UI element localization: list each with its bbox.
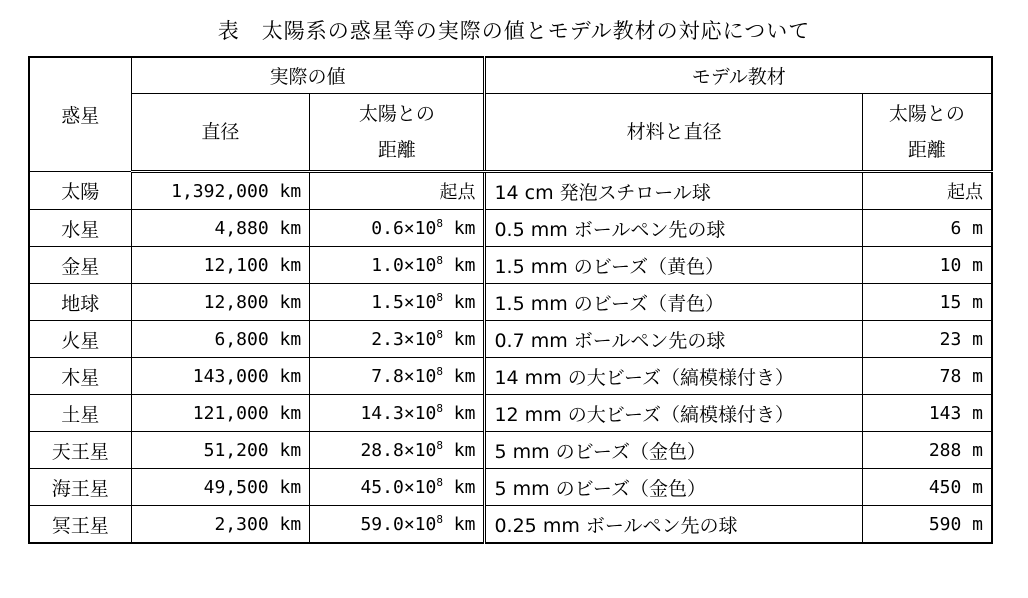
distance-unit: km bbox=[442, 328, 476, 350]
distance-value: 45.0×10 bbox=[360, 476, 437, 498]
actual-distance bbox=[310, 247, 485, 284]
model-distance: 23 m bbox=[862, 321, 992, 358]
actual-distance bbox=[310, 321, 485, 358]
distance-value: 28.8×10 bbox=[360, 439, 437, 461]
actual-diameter: 51,200 km bbox=[131, 432, 310, 469]
model-material: 0.7 mm ボールペン先の球 bbox=[485, 321, 862, 358]
distance-unit: km bbox=[442, 217, 476, 239]
header-planet: 惑星 bbox=[29, 57, 131, 172]
model-distance: 15 m bbox=[862, 284, 992, 321]
model-material: 0.5 mm ボールペン先の球 bbox=[485, 210, 862, 247]
header-actual-group: 実際の値 bbox=[131, 57, 485, 94]
header-model-distance bbox=[862, 94, 992, 172]
planet-model-table bbox=[28, 56, 993, 544]
planet-name: 海王星 bbox=[29, 469, 131, 506]
distance-value: 0.6×10 bbox=[371, 217, 437, 239]
actual-diameter: 2,300 km bbox=[131, 506, 310, 544]
actual-diameter: 121,000 km bbox=[131, 395, 310, 432]
actual-distance bbox=[310, 469, 485, 506]
table-row bbox=[29, 395, 992, 432]
model-distance: 450 m bbox=[862, 469, 992, 506]
actual-diameter: 1,392,000 km bbox=[131, 172, 310, 210]
distance-exponent: 8 bbox=[436, 290, 443, 304]
model-material: 14 cm 発泡スチロール球 bbox=[485, 172, 862, 210]
table-row bbox=[29, 506, 992, 544]
distance-unit: km bbox=[442, 291, 476, 313]
planet-name: 地球 bbox=[29, 284, 131, 321]
header-model-group: モデル教材 bbox=[485, 57, 992, 94]
planet-name: 木星 bbox=[29, 358, 131, 395]
actual-diameter: 12,100 km bbox=[131, 247, 310, 284]
model-distance: 10 m bbox=[862, 247, 992, 284]
planet-name: 天王星 bbox=[29, 432, 131, 469]
table-row bbox=[29, 284, 992, 321]
header-model-distance-line1: 太陽との bbox=[888, 103, 965, 125]
distance-value: 起点 bbox=[439, 182, 476, 203]
actual-diameter: 4,880 km bbox=[131, 210, 310, 247]
table-row bbox=[29, 247, 992, 284]
table-row bbox=[29, 358, 992, 395]
planet-name: 水星 bbox=[29, 210, 131, 247]
actual-distance bbox=[310, 506, 485, 544]
actual-distance bbox=[310, 432, 485, 469]
planet-name: 火星 bbox=[29, 321, 131, 358]
model-material: 0.25 mm ボールペン先の球 bbox=[485, 506, 862, 544]
distance-exponent: 8 bbox=[436, 438, 443, 452]
distance-exponent: 8 bbox=[436, 327, 443, 341]
actual-diameter: 6,800 km bbox=[131, 321, 310, 358]
header-model-distance-line2: 距離 bbox=[907, 139, 946, 161]
distance-exponent: 8 bbox=[436, 364, 443, 378]
distance-value: 7.8×10 bbox=[371, 365, 437, 387]
table-row bbox=[29, 172, 992, 210]
header-distance-line2: 距離 bbox=[377, 139, 416, 161]
distance-unit: km bbox=[442, 365, 476, 387]
header-material-diameter: 材料と直径 bbox=[485, 94, 862, 172]
table-row bbox=[29, 469, 992, 506]
actual-diameter: 12,800 km bbox=[131, 284, 310, 321]
distance-value: 1.0×10 bbox=[371, 254, 437, 276]
actual-distance bbox=[310, 358, 485, 395]
model-material: 14 mm の大ビーズ（縞模様付き） bbox=[485, 358, 862, 395]
distance-value: 1.5×10 bbox=[371, 291, 437, 313]
planet-name: 太陽 bbox=[29, 172, 131, 210]
actual-distance bbox=[310, 395, 485, 432]
header-diameter: 直径 bbox=[131, 94, 310, 172]
table-row bbox=[29, 210, 992, 247]
model-distance: 288 m bbox=[862, 432, 992, 469]
model-material: 1.5 mm のビーズ（青色） bbox=[485, 284, 862, 321]
header-distance-line1: 太陽との bbox=[358, 103, 435, 125]
distance-unit: km bbox=[442, 402, 476, 424]
planet-name: 金星 bbox=[29, 247, 131, 284]
model-material: 12 mm の大ビーズ（縞模様付き） bbox=[485, 395, 862, 432]
table-row bbox=[29, 321, 992, 358]
model-material: 5 mm のビーズ（金色） bbox=[485, 432, 862, 469]
table-header bbox=[29, 57, 992, 172]
actual-distance bbox=[310, 172, 485, 210]
distance-value: 2.3×10 bbox=[371, 328, 437, 350]
model-material: 1.5 mm のビーズ（黄色） bbox=[485, 247, 862, 284]
distance-value: 59.0×10 bbox=[360, 513, 437, 535]
distance-exponent: 8 bbox=[436, 401, 443, 415]
actual-diameter: 49,500 km bbox=[131, 469, 310, 506]
model-distance: 起点 bbox=[862, 172, 992, 210]
distance-unit: km bbox=[442, 513, 476, 535]
distance-exponent: 8 bbox=[436, 475, 443, 489]
planet-name: 冥王星 bbox=[29, 506, 131, 544]
distance-exponent: 8 bbox=[436, 216, 443, 230]
table-title: 表 太陽系の惑星等の実際の値とモデル教材の対応について bbox=[217, 19, 811, 43]
header-distance bbox=[310, 94, 485, 172]
distance-exponent: 8 bbox=[436, 253, 443, 267]
table-body bbox=[29, 172, 992, 544]
actual-diameter: 143,000 km bbox=[131, 358, 310, 395]
actual-distance bbox=[310, 210, 485, 247]
distance-unit: km bbox=[442, 439, 476, 461]
planet-name: 土星 bbox=[29, 395, 131, 432]
model-distance: 143 m bbox=[862, 395, 992, 432]
model-distance: 6 m bbox=[862, 210, 992, 247]
distance-value: 14.3×10 bbox=[360, 402, 437, 424]
model-material: 5 mm のビーズ（金色） bbox=[485, 469, 862, 506]
model-distance: 78 m bbox=[862, 358, 992, 395]
distance-unit: km bbox=[442, 476, 476, 498]
distance-exponent: 8 bbox=[436, 512, 443, 526]
distance-unit: km bbox=[442, 254, 476, 276]
model-distance: 590 m bbox=[862, 506, 992, 544]
actual-distance bbox=[310, 284, 485, 321]
table-row bbox=[29, 432, 992, 469]
